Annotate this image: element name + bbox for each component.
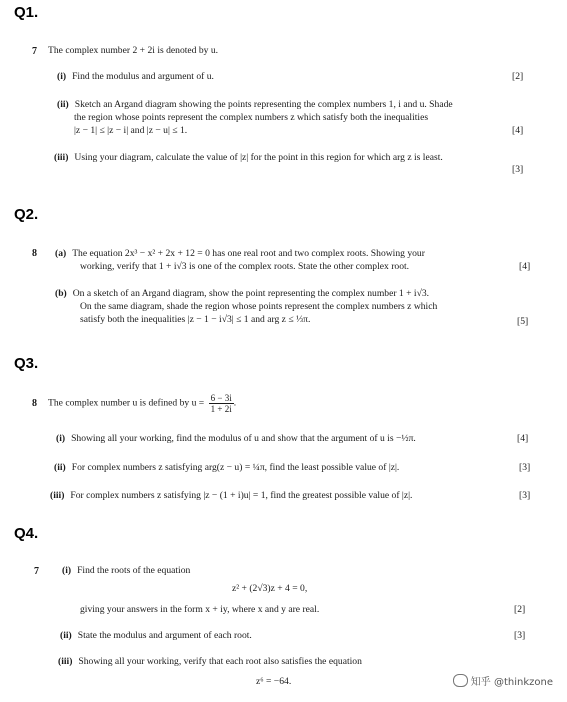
q4-part-iii xyxy=(58,656,362,668)
q3-i-text: Showing all your working, find the modulus of u and show that the argument of u is −½π. xyxy=(71,433,416,444)
q3-iii-mark: [3] xyxy=(519,490,531,501)
q1-part-ii-line1 xyxy=(57,99,453,111)
q2-a-line1: The equation 2x³ − x² + 2x + 12 = 0 has one real root and two complex roots. Showing your xyxy=(72,248,425,259)
q1-stem: The complex number 2 + 2i is denoted by u. xyxy=(48,45,219,56)
q3-frac-numerator: 6 − 3i xyxy=(210,393,232,403)
q3-stem xyxy=(48,393,236,414)
q4-heading: Q4. xyxy=(14,525,39,542)
q4-iii-text: Showing all your working, verify that each root also satisfies the equation xyxy=(78,656,362,667)
q3-stem-pre: The complex number u is defined by u = xyxy=(48,397,205,409)
q3-stem-post: . xyxy=(233,397,237,409)
q3-frac-denominator: 1 + 2i xyxy=(210,404,232,414)
q1-ii-mark: [4] xyxy=(512,125,524,136)
q3-part-ii xyxy=(54,462,399,474)
q3-part-iii xyxy=(50,490,412,502)
q3-ii-text: For complex numbers z satisfying arg(z − u) = ¼π, find the least possible value of |z|. xyxy=(71,462,400,473)
q1-i-mark: [2] xyxy=(512,71,524,82)
q1-i-label: (i) xyxy=(57,71,67,82)
q4-ii-label: (ii) xyxy=(60,630,72,641)
q2-a-line2: working, verify that 1 + i√3 is one of the complex roots. State the other complex root. xyxy=(80,261,410,272)
q2-b-mark: [5] xyxy=(517,316,529,327)
q4-i-line2: giving your answers in the form x + iy, where x and y are real. xyxy=(80,604,320,615)
q1-iii-label: (iii) xyxy=(54,152,69,163)
q2-a-mark: [4] xyxy=(519,261,531,272)
q3-ii-mark: [3] xyxy=(519,462,531,473)
q1-ii-line3: |z − 1| ≤ |z − i| and |z − u| ≤ 1. xyxy=(74,125,188,136)
q1-part-iii xyxy=(54,152,443,164)
q1-iii-text: Using your diagram, calculate the value of |z| for the point in this region for which arg z is least. xyxy=(74,152,443,163)
q4-i-mark: [2] xyxy=(514,604,526,615)
q3-fraction xyxy=(209,393,237,414)
q1-heading: Q1. xyxy=(14,4,39,21)
q3-i-mark: [4] xyxy=(517,433,529,444)
q3-iii-label: (iii) xyxy=(50,490,65,501)
q1-part-i xyxy=(57,71,214,83)
q2-b-line1: On a sketch of an Argand diagram, show the point representing the complex number 1 + i√3. xyxy=(72,288,430,299)
q4-ii-mark: [3] xyxy=(514,630,526,641)
q2-heading: Q2. xyxy=(14,206,39,223)
q4-part-ii xyxy=(60,630,252,642)
watermark xyxy=(453,673,553,688)
q3-i-label: (i) xyxy=(56,433,66,444)
q3-ii-label: (ii) xyxy=(54,462,66,473)
q4-part-i xyxy=(62,565,190,577)
q2-b-label: (b) xyxy=(55,288,67,299)
q2-b-line2: On the same diagram, shade the region whose points represent the complex numbers z which xyxy=(80,301,438,312)
watermark-text: 知乎 @thinkzone xyxy=(470,677,553,688)
q4-i-label: (i) xyxy=(62,565,72,576)
q3-number: 8 xyxy=(32,398,37,409)
q1-iii-mark: [3] xyxy=(512,164,524,175)
q4-number: 7 xyxy=(34,566,39,577)
q3-heading: Q3. xyxy=(14,355,39,372)
q2-number: 8 xyxy=(32,248,37,259)
q2-part-b-line1 xyxy=(55,288,429,300)
q1-number: 7 xyxy=(32,46,37,57)
q4-equation-1: z² + (2√3)z + 4 = 0, xyxy=(232,583,308,594)
q4-ii-text: State the modulus and argument of each root. xyxy=(77,630,252,641)
q4-i-text: Find the roots of the equation xyxy=(77,565,191,576)
q2-a-label: (a) xyxy=(55,248,67,259)
q1-i-text: Find the modulus and argument of u. xyxy=(72,71,214,82)
q2-part-a-line1 xyxy=(55,248,425,260)
q1-ii-label: (ii) xyxy=(57,99,69,110)
q4-equation-2: z⁶ = −64. xyxy=(256,676,292,687)
q1-ii-line1: Sketch an Argand diagram showing the points representing the complex numbers 1, i and u. Shade xyxy=(74,99,453,110)
q1-ii-line2: the region whose points represent the complex numbers z which satisfy both the inequalities xyxy=(74,112,429,123)
q3-part-i xyxy=(56,433,416,445)
q4-iii-label: (iii) xyxy=(58,656,73,667)
q3-iii-text: For complex numbers z satisfying |z − (1 + i)u| = 1, find the greatest possible value of |z|. xyxy=(70,490,413,501)
q2-b-line3: satisfy both the inequalities |z − 1 − i√3| ≤ 1 and arg z ≤ ⅓π. xyxy=(80,314,311,325)
chat-bubble-icon xyxy=(453,674,468,687)
